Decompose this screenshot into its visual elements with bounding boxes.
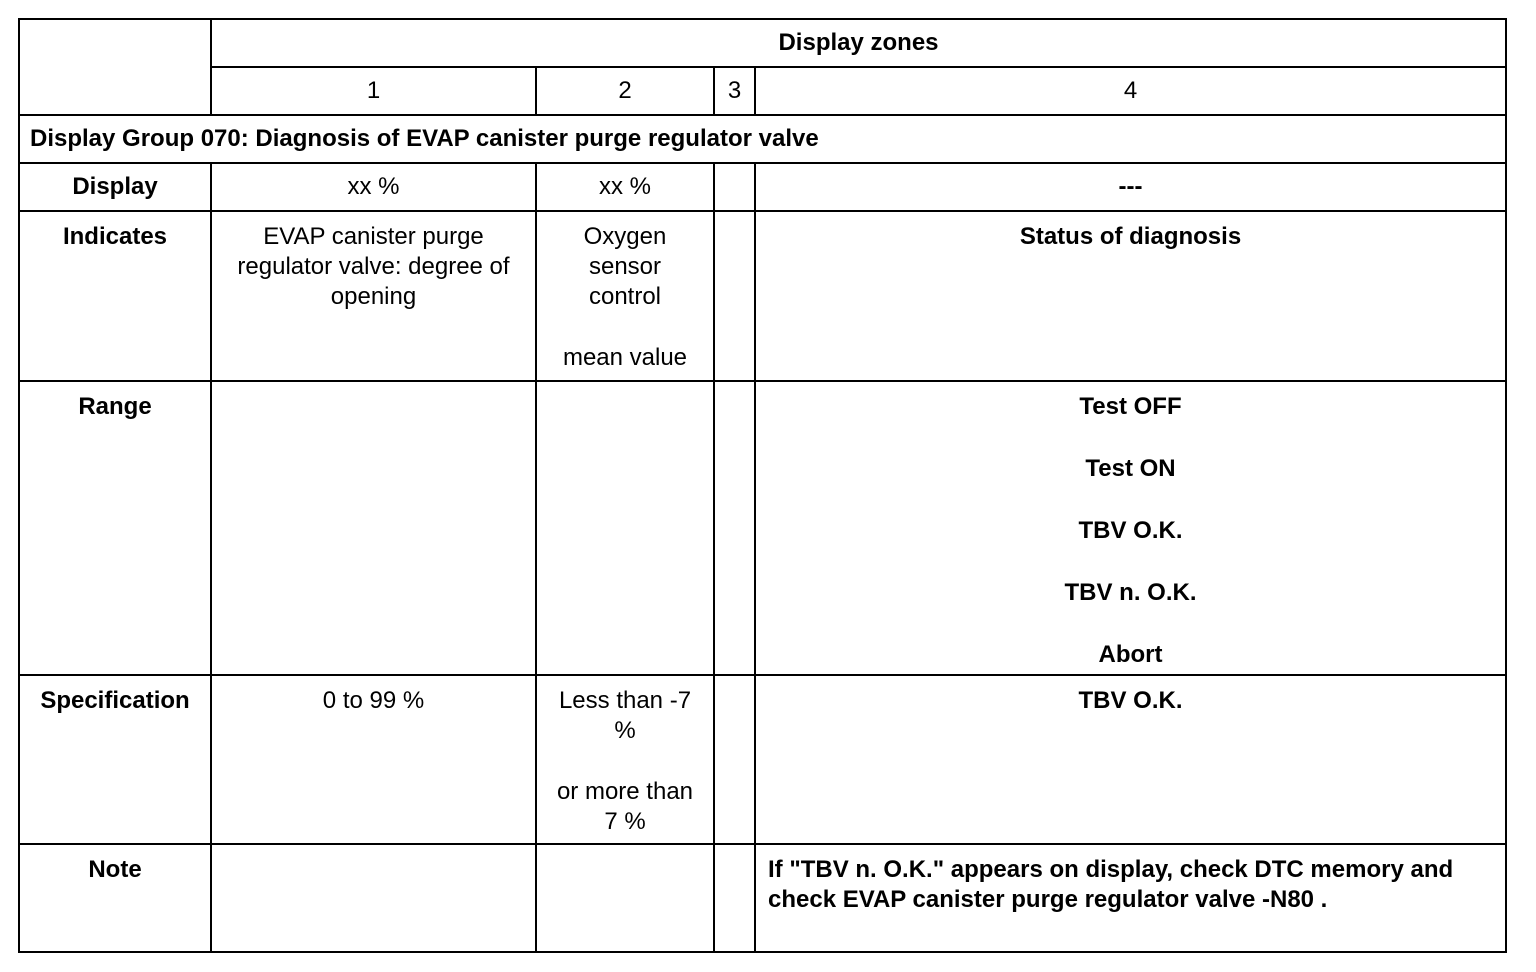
specification-row-label: Specification (19, 675, 211, 844)
note-zone-3 (714, 844, 755, 952)
specification-zone-2 (536, 675, 714, 844)
note-zone-2 (536, 844, 714, 952)
zone-2-header: 2 (536, 67, 714, 115)
range-zone-1 (211, 381, 536, 675)
header-corner-cell (19, 19, 211, 115)
display-zone-3 (714, 163, 755, 211)
indicates-zone-3 (714, 211, 755, 381)
specification-row (19, 675, 1506, 844)
indicates-zone-1-text: EVAP canister purge regulator valve: degree of opening (237, 223, 510, 310)
display-zones-header: Display zones (211, 19, 1506, 67)
range-value-test-on: Test ON (1085, 455, 1176, 482)
display-zone-4: --- (755, 163, 1506, 211)
specification-zone-4: TBV O.K. (755, 675, 1506, 844)
range-row (19, 381, 1506, 675)
header-row-numbers (19, 67, 1506, 115)
zone-3-header: 3 (714, 67, 755, 115)
indicates-row (19, 211, 1506, 381)
group-title-row (19, 115, 1506, 163)
specification-zone-1: 0 to 99 % (211, 675, 536, 844)
range-zone-2 (536, 381, 714, 675)
display-zone-2: xx % (536, 163, 714, 211)
range-value-abort: Abort (1098, 641, 1163, 668)
specification-zone-2-lower: Less than -7 % (558, 687, 692, 744)
indicates-zone-2-mean: mean value (562, 344, 688, 371)
range-zone-3 (714, 381, 755, 675)
zone-4-header: 4 (755, 67, 1506, 115)
display-row (19, 163, 1506, 211)
range-row-label: Range (19, 381, 211, 675)
group-title: Display Group 070: Diagnosis of EVAP canister purge regulator valve (19, 115, 1506, 163)
header-row-zones (19, 19, 1506, 67)
display-row-label: Display (19, 163, 211, 211)
note-zone-1 (211, 844, 536, 952)
note-zone-4: If "TBV n. O.K." appears on display, check DTC memory and check EVAP canister purge regulator valve -N80 . (755, 844, 1506, 952)
range-value-tbv-ok: TBV O.K. (1078, 517, 1183, 544)
zone-1-header: 1 (211, 67, 536, 115)
range-value-test-off: Test OFF (1079, 393, 1182, 420)
note-row (19, 844, 1506, 952)
indicates-zone-4: Status of diagnosis (755, 211, 1506, 381)
indicates-row-label: Indicates (19, 211, 211, 381)
specification-zone-3 (714, 675, 755, 844)
indicates-zone-2 (536, 211, 714, 381)
range-zone-4 (755, 381, 1506, 675)
specification-zone-2-upper: or more than 7 % (556, 778, 694, 835)
indicates-zone-1 (211, 211, 536, 381)
note-row-label: Note (19, 844, 211, 952)
display-zone-1: xx % (211, 163, 536, 211)
display-group-table (18, 18, 1507, 953)
range-value-tbv-not-ok: TBV n. O.K. (1064, 579, 1197, 606)
indicates-zone-2-text: Oxygen sensor control (583, 223, 667, 310)
